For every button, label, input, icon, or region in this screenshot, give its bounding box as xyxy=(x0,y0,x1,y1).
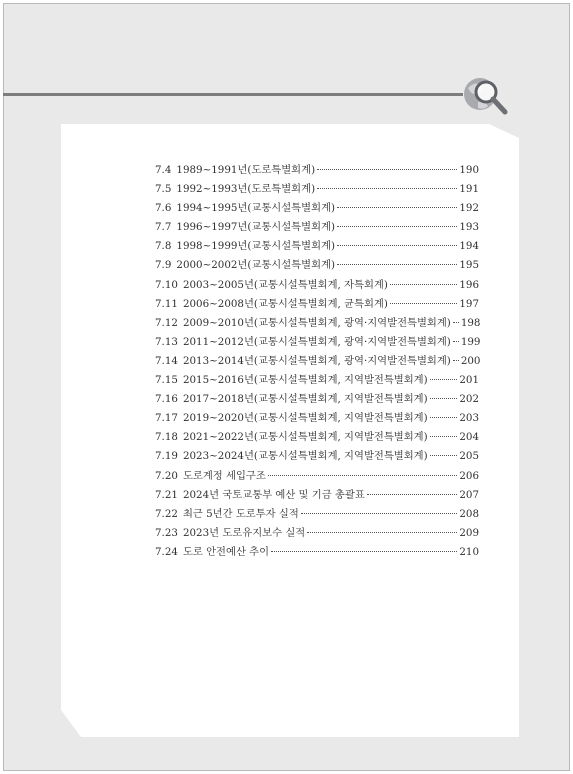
toc-entry-number: 7.20 xyxy=(155,469,178,482)
toc-entry-title: 1998~1999년(교통시설특별회계) xyxy=(176,240,335,253)
toc-entry-page: 200 xyxy=(460,354,481,367)
toc-leader-dots xyxy=(430,398,458,399)
toc-entry-number: 7.5 xyxy=(155,183,172,196)
toc-entry-number: 7.6 xyxy=(155,202,172,215)
toc-entry-number: 7.12 xyxy=(155,316,178,329)
toc-entry[interactable] xyxy=(155,352,479,371)
toc-leader-dots xyxy=(453,341,459,342)
toc-entry-page: 194 xyxy=(459,240,479,253)
toc-leader-dots xyxy=(301,513,458,514)
toc-entry-page: 209 xyxy=(459,526,479,539)
toc-leader-dots xyxy=(337,245,457,246)
toc-entry-page: 202 xyxy=(459,393,479,406)
toc-entry-page: 191 xyxy=(459,183,479,196)
toc-entry-title: 최근 5년간 도로투자 실적 xyxy=(182,507,299,520)
toc-leader-dots xyxy=(337,226,457,227)
toc-leader-dots xyxy=(453,322,459,323)
toc-entry[interactable] xyxy=(155,371,479,390)
toc-entry-page: 208 xyxy=(459,507,479,520)
toc-entry-title: 2006~2008년(교통시설특별회계, 균특회계) xyxy=(182,297,388,310)
toc-leader-dots xyxy=(268,475,458,476)
toc-entry[interactable] xyxy=(155,428,479,447)
toc-entry-title: 2013~2014년(교통시설특별회계, 광역·지역발전특별회계) xyxy=(182,354,451,367)
toc-entry[interactable] xyxy=(155,161,479,180)
toc-entry-title: 1996~1997년(교통시설특별회계) xyxy=(176,221,335,234)
toc-entry-number: 7.10 xyxy=(155,278,178,291)
toc-entry-number: 7.8 xyxy=(155,240,172,253)
toc-entry[interactable] xyxy=(155,333,479,352)
toc-entry-number: 7.16 xyxy=(155,393,178,406)
toc-leader-dots xyxy=(430,379,458,380)
toc-leader-dots xyxy=(430,417,458,418)
toc-entry-page: 193 xyxy=(459,221,479,234)
toc-entry[interactable] xyxy=(155,276,479,295)
toc-entry[interactable] xyxy=(155,505,479,524)
toc-entry-title: 2024년 국토교통부 예산 및 기금 총괄표 xyxy=(182,488,365,501)
toc-entry[interactable] xyxy=(155,447,479,466)
toc-leader-dots xyxy=(337,207,457,208)
toc-entry-page: 204 xyxy=(459,431,479,444)
toc-leader-dots xyxy=(317,169,457,170)
toc-entry-title: 도로계정 세입구조 xyxy=(182,469,266,482)
toc-entry[interactable] xyxy=(155,237,479,256)
toc-entry[interactable] xyxy=(155,486,479,505)
toc-entry-page: 203 xyxy=(459,412,479,425)
toc-entry-title: 2021~2022년(교통시설특별회계, 지역발전특별회계) xyxy=(182,431,428,444)
toc-entry-page: 201 xyxy=(459,374,479,387)
toc-entry-page: 210 xyxy=(459,545,479,558)
toc-entry-title: 1994~1995년(교통시설특별회계) xyxy=(176,202,335,215)
toc-entry-number: 7.21 xyxy=(155,488,178,501)
toc-entry-page: 196 xyxy=(459,278,479,291)
table-of-contents xyxy=(155,161,479,562)
toc-leader-dots xyxy=(390,284,457,285)
toc-entry[interactable] xyxy=(155,295,479,314)
toc-entry-number: 7.18 xyxy=(155,431,178,444)
toc-entry-page: 190 xyxy=(459,164,479,176)
toc-entry-number: 7.24 xyxy=(155,545,178,558)
header-rule xyxy=(3,93,463,96)
toc-leader-dots xyxy=(430,455,458,456)
toc-leader-dots xyxy=(453,360,459,361)
toc-leader-dots xyxy=(390,303,457,304)
toc-entry-page: 195 xyxy=(459,259,479,272)
toc-entry-number: 7.22 xyxy=(155,507,178,520)
toc-entry[interactable] xyxy=(155,218,479,237)
toc-entry[interactable] xyxy=(155,314,479,333)
toc-entry-number: 7.14 xyxy=(155,354,178,367)
toc-leader-dots xyxy=(430,436,458,437)
toc-entry[interactable] xyxy=(155,524,479,543)
toc-entry-number: 7.9 xyxy=(155,259,172,272)
toc-entry[interactable] xyxy=(155,543,479,562)
toc-entry[interactable] xyxy=(155,409,479,428)
toc-leader-dots xyxy=(367,494,458,495)
toc-entry-title: 2003~2005년(교통시설특별회계, 자특회계) xyxy=(182,278,388,291)
toc-entry-number: 7.7 xyxy=(155,221,172,234)
toc-entry[interactable] xyxy=(155,199,479,218)
toc-entry-number: 7.13 xyxy=(155,335,178,348)
toc-entry-page: 206 xyxy=(459,469,479,482)
toc-entry-title: 2009~2010년(교통시설특별회계, 광역·지역발전특별회계) xyxy=(182,316,451,329)
toc-entry-number: 7.17 xyxy=(155,412,178,425)
toc-entry-page: 197 xyxy=(459,297,479,310)
toc-entry-title: 2015~2016년(교통시설특별회계, 지역발전특별회계) xyxy=(182,374,428,387)
toc-leader-dots xyxy=(337,264,457,265)
toc-entry-title: 1989~1991년(도로특별회계) xyxy=(176,164,316,176)
toc-entry-number: 7.23 xyxy=(155,526,178,539)
toc-entry-title: 2011~2012년(교통시설특별회계, 광역·지역발전특별회계) xyxy=(182,335,451,348)
toc-entry-title: 2017~2018년(교통시설특별회계, 지역발전특별회계) xyxy=(182,393,428,406)
toc-entry[interactable] xyxy=(155,467,479,486)
toc-entry-title: 1992~1993년(도로특별회계) xyxy=(176,183,316,196)
toc-entry-title: 2019~2020년(교통시설특별회계, 지역발전특별회계) xyxy=(182,412,428,425)
toc-entry-number: 7.4 xyxy=(155,164,172,176)
toc-entry-page: 198 xyxy=(460,316,481,329)
toc-leader-dots xyxy=(307,532,457,533)
toc-entry-page: 199 xyxy=(460,335,481,348)
toc-entry-number: 7.11 xyxy=(155,297,178,310)
toc-entry-page: 207 xyxy=(459,488,479,501)
toc-entry-title: 2023~2024년(교통시설특별회계, 지역발전특별회계) xyxy=(182,450,428,463)
toc-entry[interactable] xyxy=(155,180,479,199)
toc-entry-title: 2000~2002년(교통시설특별회계) xyxy=(176,259,335,272)
toc-entry-page: 192 xyxy=(459,202,479,215)
toc-leader-dots xyxy=(271,551,457,552)
toc-entry[interactable] xyxy=(155,390,479,409)
toc-entry-title: 도로 안전예산 추이 xyxy=(182,545,270,558)
toc-leader-dots xyxy=(317,188,457,189)
toc-entry-number: 7.15 xyxy=(155,374,178,387)
magnifier-globe-icon xyxy=(456,72,510,120)
toc-entry-number: 7.19 xyxy=(155,450,178,463)
toc-entry-title: 2023년 도로유지보수 실적 xyxy=(182,526,306,539)
toc-entry-page: 205 xyxy=(459,450,479,463)
toc-entry[interactable] xyxy=(155,256,479,275)
